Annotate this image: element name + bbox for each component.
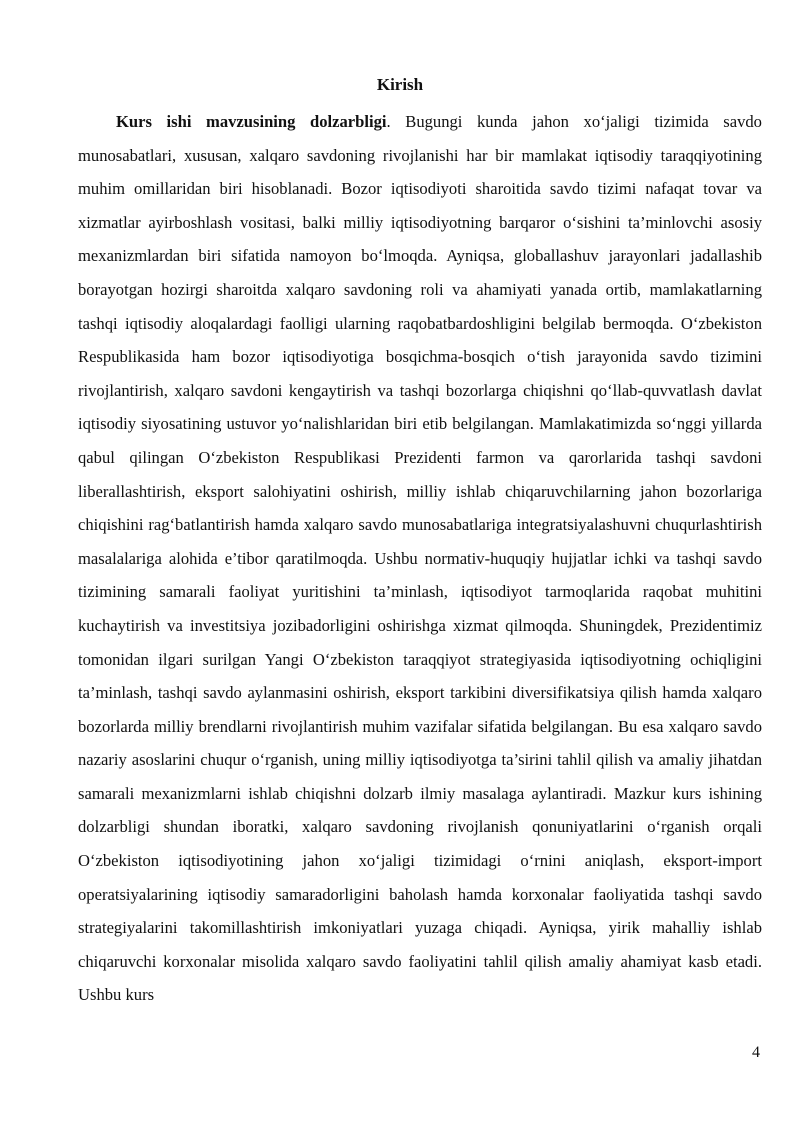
lead-phrase: Kurs ishi mavzusining dolzarbligi [116,112,387,131]
page-number: 4 [752,1044,760,1061]
paragraph [78,105,762,1012]
section-heading: Kirish [376,75,424,94]
body-text [78,105,762,1012]
paragraph-text: Bugungi kunda jahon xo‘jaligi tizimida savdo munosabatlari, xususan, xalqaro savdoning rivojlanishi har bir mamlakat iqtisodiy taraqqiyotining muhim omillaridan biri hisoblanadi. Bozor iqtisodiyoti sharoitida savdo tizimi nafaqat tovar va xizmatlar ayirboshlash vositasi, balki milliy iqtisodiyotning barqaror o‘sishini ta’minlovchi asosiy mexanizmlardan biri sifatida namoyon bo‘lmoqda. Ayniqsa, globallashuv jarayonlari jadallashib borayotgan hozirgi sharoitda xalqaro savdoning roli va ahamiyati yanada ortib, mamlakatlarning tashqi iqtisodiy aloqalardagi faolligi ularning raqobatbardoshligini belgilab bermoqda. O‘zbekiston Respublikasida ham bozor iqtisodiyotiga bosqichma-bosqich o‘tish jarayonida savdo tizimini rivojlantirish, xalqaro savdoni kengaytirish va tashqi bozorlarga chiqishni qo‘llab-quvvatlash davlat iqtisodiy siyosatining ustuvor yo‘nalishlaridan biri etib belgilangan. Mamlakatimizda so‘nggi yillarda qabul qilingan O‘zbekiston Respublikasi Prezidenti farmon va qarorlarida tashqi savdoni liberallashtirish, eksport salohiyatini oshirish, milliy ishlab chiqaruvchilarning jahon bozorlariga chiqishini rag‘batlantirish hamda xalqaro savdo munosabatlariga integratsiyalashuvni chuqurlashtirish masalalariga alohida e’tibor qaratilmoqda. Ushbu normativ-huquqiy hujjatlar ichki va tashqi savdo tizimining samarali faoliyat yuritishini ta’minlash, iqtisodiyot tarmoqlarida raqobat muhitini kuchaytirish va investitsiya jozibadorligini oshirishga xizmat qilmoqda. Shuningdek, Prezidentimiz tomonidan ilgari surilgan Yangi O‘zbekiston taraqqiyot strategiyasida iqtisodiyotning ochiqligini ta’minlash, tashqi savdo aylanmasini oshirish, eksport tarkibini diversifikatsiya qilish hamda xalqaro bozorlarda milliy brendlarni rivojlantirish muhim vazifalar sifatida belgilangan. Bu esa xalqaro savdo nazariy asoslarini chuqur o‘rganish, uning milliy iqtisodiyotga ta’sirini tahlil qilish va amaliy jihatdan samarali mexanizmlarni ishlab chiqishni dolzarb ilmiy masalaga aylantiradi. Mazkur kurs ishining dolzarbligi shundan iboratki, xalqaro savdoning rivojlanish qonuniyatlarini o‘rganish orqali O‘zbekiston iqtisodiyotining jahon xo‘jaligi tizimidagi o‘rnini aniqlash, eksport-import operatsiyalarining iqtisodiy samaradorligini baholash hamda korxonalar faoliyatida tashqi savdo strategiyalarini takomillashtirish imkoniyatlari yuzaga chiqadi. Ayniqsa, yirik mahalliy ishlab chiqaruvchi korxonalar misolida xalqaro savdo faoliyatini tahlil qilish amaliy ahamiyat kasb etadi. Ushbu kurs [78,112,762,1005]
lead-punctuation: . [386,112,391,131]
